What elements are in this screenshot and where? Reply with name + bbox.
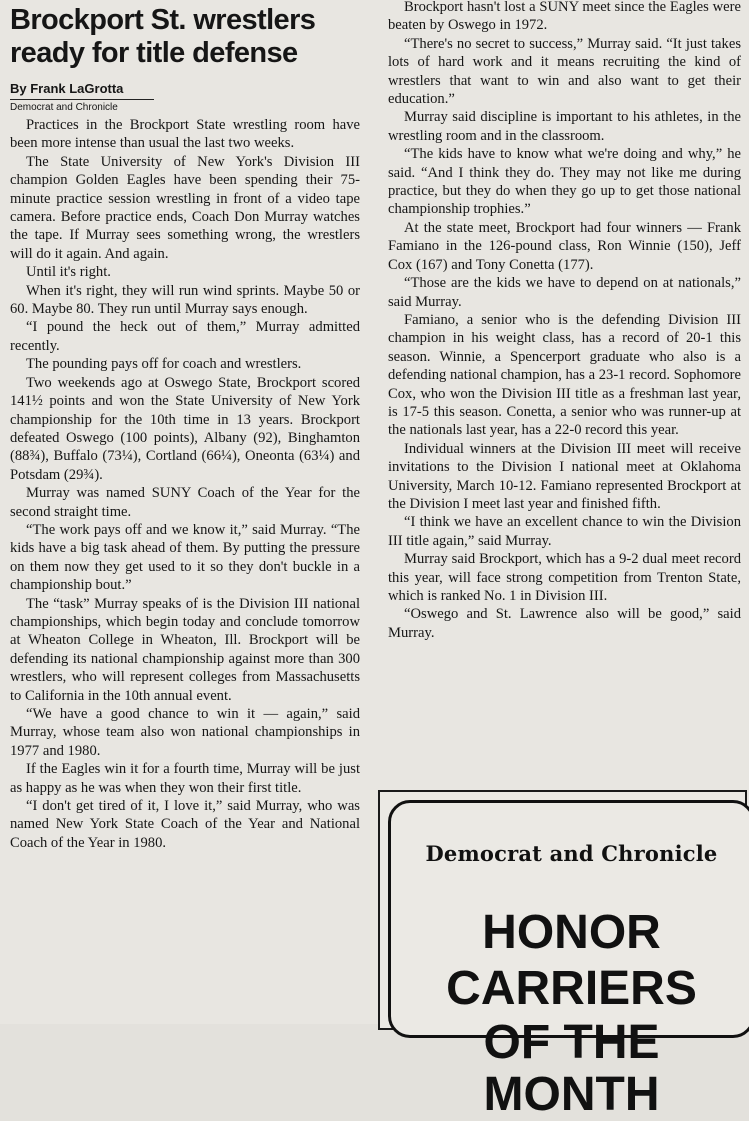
article-paragraph: Individual winners at the Division III meet will receive invitations to the Division I national meet at Oklahoma University, March 10-12. Famiano represented Brockport at the Division I meet last year and finished fifth. [388, 440, 741, 512]
ad-brand-name: Democrat and Chronicle [425, 841, 718, 866]
article-paragraph: Murray said discipline is important to his athletes, in the wrestling room and in the classroom. [388, 109, 741, 144]
article-paragraph: Practices in the Brockport State wrestling room have been more intense than usual the last two weeks. [10, 117, 360, 152]
ad-headline-line-3: OF THE MONTH [483, 1016, 660, 1121]
ad-headline-line-1: HONOR [482, 906, 661, 959]
article-credit: Democrat and Chronicle [10, 102, 118, 113]
article-paragraph: Until it's right. [26, 264, 111, 281]
article-byline: By Frank LaGrotta [10, 81, 124, 96]
article-paragraph: Murray was named SUNY Coach of the Year for the second straight time. [10, 485, 360, 520]
article-paragraph: Murray said Brockport, which has a 9-2 dual meet record this year, will face strong competition from Trenton State, which is ranked No. 1 in Division III. [388, 551, 741, 604]
byline-divider [10, 99, 154, 100]
article-paragraph: At the state meet, Brockport had four winners — Frank Famiano in the 126-pound class, Ron Winnie (150), Jeff Cox (167) and Tony Conetta (177). [388, 219, 741, 273]
article-paragraph: “Those are the kids we have to depend on at nationals,” said Murray. [388, 275, 741, 310]
article-left-column [10, 0, 360, 852]
ad-headline-line-2: CARRIERS [446, 962, 697, 1015]
article-paragraph: “The kids have to know what we're doing and why,” he said. “And I think they do. They may not like me during practice, but they do when they go up to get those national championship trophies.” [388, 146, 741, 218]
left-body [10, 116, 360, 852]
headline-line-1: Brockport St. wrestlers [10, 4, 316, 36]
article-paragraph: “There's no secret to success,” Murray said. “It just takes lots of hard work and it means recruiting the kind of wrestlers that want to win and also want to get their education.” [388, 35, 741, 108]
article-paragraph: The pounding pays off for coach and wrestlers. [26, 356, 302, 373]
article-paragraph: “Oswego and St. Lawrence also will be good,” said Murray. [388, 606, 741, 641]
article-paragraph: “The work pays off and we know it,” said Murray. “The kids have a big task ahead of them. By putting the pressure on them now they get used to it so they don't buckle in a championship bout.” [10, 521, 360, 594]
article-paragraph: Two weekends ago at Oswego State, Brockport scored 141½ points and won the State University of New York championship for the 10th time in 13 years. Brockport defeated Oswego (100 points), Albany (92), Binghamton (88¾), Buffalo (73¼), Cortland (66¼), Oneonta (63¼) and Potsdam (29¾). [10, 374, 360, 483]
article-paragraph: The “task” Murray speaks of is the Division III national championships, which begin today and conclude tomorrow at Wheaton College in Wheaton, Ill. Brockport will be defending its national championship against more than 300 wrestlers, who will represent colleges from Massachusetts to California in the 10th annual event. [10, 595, 360, 704]
article-paragraph: When it's right, they will run wind sprints. Maybe 50 or 60. Maybe 80. They run until Murray says enough. [10, 282, 360, 318]
article-paragraph: Famiano, a senior who is the defending Division III champion in his weight class, has a record of 20-1 this season. Winnie, a Spencerport graduate who also is a defending national champion, has a 23-1 record. Sophomore Cox, who won the Division III title as a freshman last year, is 17-5 this season. Conetta, a senior who was runner-up at the nationals last year, has a 22-0 record this year. [388, 311, 741, 439]
headline-line-2: ready for title defense [10, 37, 298, 69]
article-paragraph: “I don't get tired of it, I love it,” said Murray, who was named New York State Coach of the Year and National Coach of the Year in 1980. [10, 798, 360, 851]
article-paragraph: If the Eagles win it for a fourth time, Murray will be just as happy as he was when they won their first title. [10, 761, 360, 796]
article-right-column [388, 0, 741, 642]
article-paragraph: Brockport hasn't lost a SUNY meet since the Eagles were beaten by Oswego in 1972. [388, 0, 741, 34]
article-paragraph: “We have a good chance to win it — again,” said Murray, whose team also won national championships in 1977 and 1980. [10, 706, 360, 759]
article-paragraph: “I think we have an excellent chance to win the Division III title again,” said Murray. [388, 514, 741, 549]
article-paragraph: “I pound the heck out of them,” Murray admitted recently. [10, 319, 360, 354]
advertisement-frame [388, 800, 749, 1121]
article-paragraph: The State University of New York's Division III champion Golden Eagles have been spending their 75-minute practice session wrestling in front of a video tape camera. Before practice ends, Coach Don Murray watches the tape. If Murray sees something wrong, the wrestlers will do it again. And again. [10, 153, 360, 262]
article-headline [10, 4, 360, 70]
advertisement-box [378, 790, 747, 1121]
